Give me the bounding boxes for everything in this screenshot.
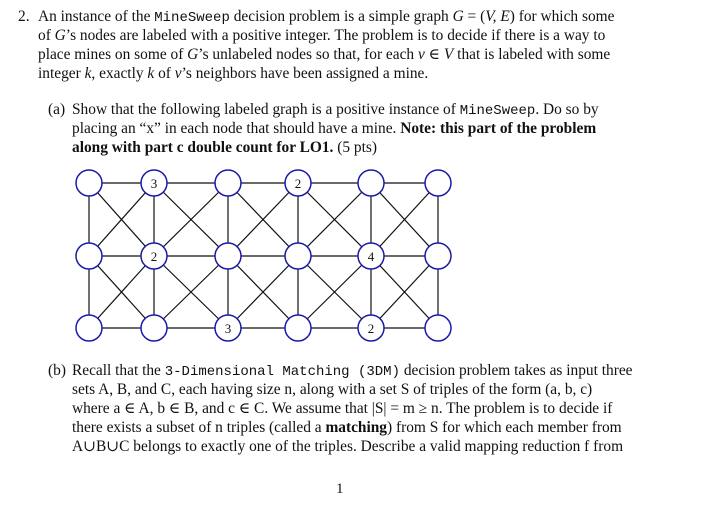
intro-text: decision problem is a simple graph [229,8,453,25]
unlabeled-node [76,170,102,196]
unlabeled-node [215,243,241,269]
math-var: k [84,65,92,82]
unlabeled-node [358,170,384,196]
node-label: 3 [224,321,232,336]
node-label: 2 [367,321,375,336]
part-b-line-4 [72,419,622,437]
problem-number: 2. [18,8,30,25]
intro-text: An instance of the [38,8,155,25]
part-a-label: (a) [48,101,66,118]
part-a-text: placing an “x” in each node that should have a mine. [72,120,401,137]
note-bold: Note: this part of the problem [400,120,597,137]
part-b-label: (b) [48,362,66,379]
3dm-code: 3-Dimensional Matching (3DM) [164,364,400,380]
part-b-text: Recall that the [72,362,165,379]
unlabeled-node [285,315,311,341]
math-var: V [443,46,454,63]
node-label: 2 [294,176,302,191]
unlabeled-node [425,170,451,196]
part-b-line-2: sets A, B, and C, each having size n, along with a set S of triples of the form (a, b, c) [72,381,593,398]
node-label: 3 [150,176,158,191]
math-var: v [417,46,425,63]
unlabeled-node [76,243,102,269]
part-b-text: decision problem takes as input three [400,362,633,379]
intro-text: ∈ [424,46,444,63]
minesweep-code: MineSweep [459,103,536,119]
math-var: G [187,46,199,63]
intro-text: place mines on some of [38,46,188,63]
intro-text: = ( [463,8,486,25]
math-var: v [174,65,182,82]
intro-text: of [154,65,175,82]
part-b-text: there exists a subset of n triples (called a [72,419,326,436]
intro-text: ’s unlabeled nodes so that, for each [198,46,418,63]
math-var: G [452,8,464,25]
math-var: k [147,65,155,82]
part-a-text: Show that the following labeled graph is a positive instance of [72,101,460,118]
page-number: 1 [336,481,344,497]
math-var: V, E [485,8,510,25]
math-var: G [54,27,66,44]
minesweep-code: MineSweep [154,10,230,26]
intro-text: ’s nodes are labeled with a positive integer. The problem is to decide if there is a way to [65,27,606,44]
part-b-text: ) from S for which each member from [387,419,622,436]
part-a-text: . Do so by [535,101,599,118]
part-b-line-3: where a ∈ A, b ∈ B, and c ∈ C. We assume that |S| = m ≥ n. The problem is to decide if [72,400,613,417]
unlabeled-node [141,315,167,341]
intro-text: of [38,27,55,44]
node-label: 2 [150,249,158,264]
intro-text: integer [38,65,85,82]
intro-text: , exactly [91,65,148,82]
note-bold: along with part c double count for LO1. [72,139,334,156]
part-b-line-1 [72,362,633,381]
intro-text: ) for which some [509,8,615,25]
unlabeled-node [425,315,451,341]
unlabeled-node [76,315,102,341]
unlabeled-node [215,170,241,196]
intro-text: ’s neighbors have been assigned a mine. [181,65,429,82]
unlabeled-node [285,243,311,269]
unlabeled-node [425,243,451,269]
intro-text: that is labeled with some [453,46,611,63]
part-b-line-5: A∪B∪C belongs to exactly one of the triples. Describe a valid mapping reduction f from [72,438,624,455]
node-label: 4 [367,249,375,264]
matching-bold: matching [325,419,388,436]
part-a-text: (5 pts) [333,139,377,156]
